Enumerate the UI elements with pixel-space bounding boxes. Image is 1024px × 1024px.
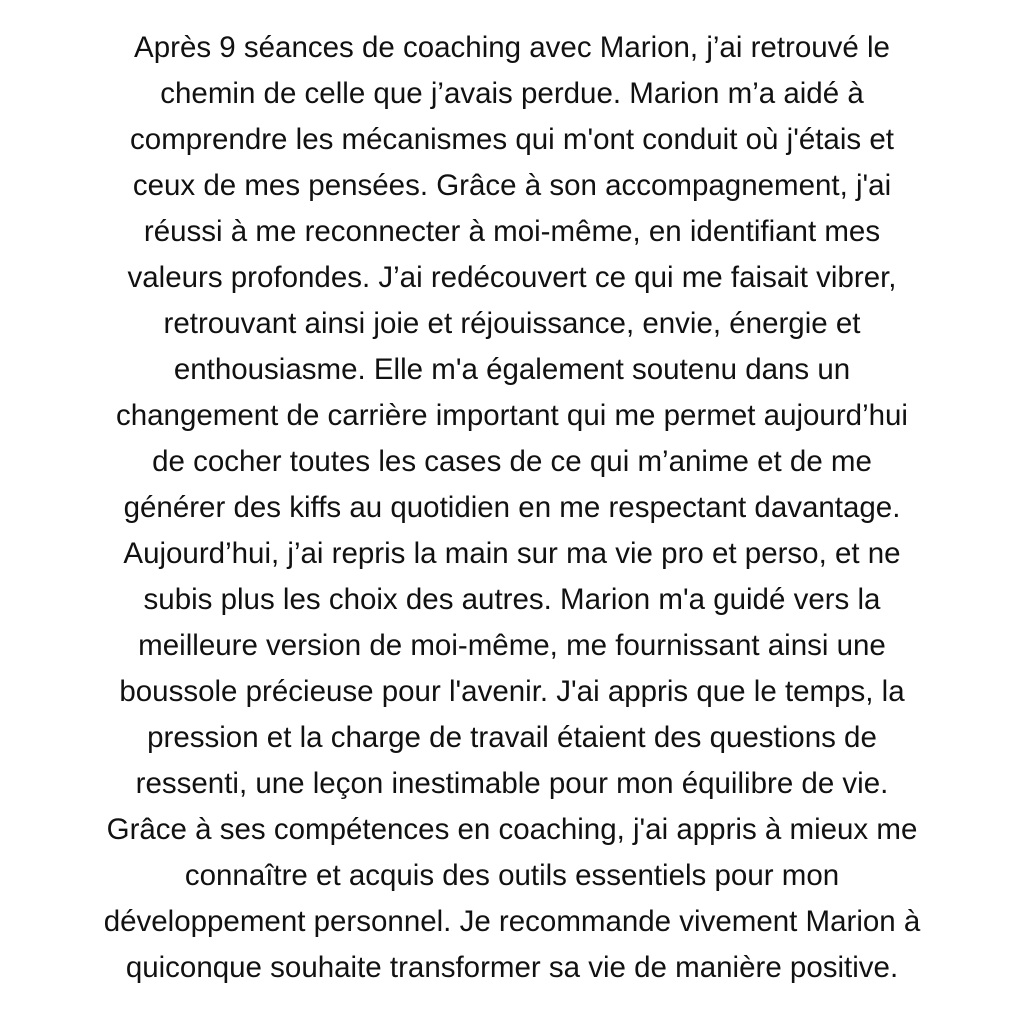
testimonial-text <box>0 25 1024 991</box>
testimonial-line: retrouvant ainsi joie et réjouissance, envie, énergie et <box>163 307 861 340</box>
testimonial-line: meilleure version de moi-même, me fournissant ainsi une <box>138 629 886 662</box>
testimonial-line: comprendre les mécanismes qui m'ont conduit où j'étais et <box>130 123 894 156</box>
testimonial-line: générer des kiffs au quotidien en me respectant davantage. <box>123 491 901 524</box>
testimonial-line: subis plus les choix des autres. Marion m'a guidé vers la <box>143 583 881 616</box>
testimonial-line: quiconque souhaite transformer sa vie de manière positive. <box>125 951 899 984</box>
testimonial-line: chemin de celle que j’avais perdue. Marion m’a aidé à <box>160 77 864 110</box>
testimonial-line: enthousiasme. Elle m'a également soutenu dans un <box>173 353 851 386</box>
testimonial-line: connaître et acquis des outils essentiels pour mon <box>184 859 840 892</box>
testimonial-line: ceux de mes pensées. Grâce à son accompagnement, j'ai <box>132 169 892 202</box>
testimonial-line: réussi à me reconnecter à moi-même, en identifiant mes <box>143 215 881 248</box>
testimonial-line: développement personnel. Je recommande vivement Marion à <box>103 905 921 938</box>
testimonial-line: valeurs profondes. J’ai redécouvert ce qui me faisait vibrer, <box>127 261 897 294</box>
testimonial-line: Après 9 séances de coaching avec Marion, j’ai retrouvé le <box>134 31 890 64</box>
testimonial-line: Grâce à ses compétences en coaching, j'ai appris à mieux me <box>106 813 918 846</box>
testimonial-line: boussole précieuse pour l'avenir. J'ai appris que le temps, la <box>119 675 905 708</box>
testimonial-line: Aujourd’hui, j’ai repris la main sur ma vie pro et perso, et ne <box>123 537 901 570</box>
testimonial-line: ressenti, une leçon inestimable pour mon équilibre de vie. <box>135 767 889 800</box>
testimonial-line: changement de carrière important qui me permet aujourd’hui <box>115 399 908 432</box>
testimonial-line: de cocher toutes les cases de ce qui m’anime et de me <box>152 445 872 478</box>
testimonial-line: pression et la charge de travail étaient des questions de <box>147 721 877 754</box>
